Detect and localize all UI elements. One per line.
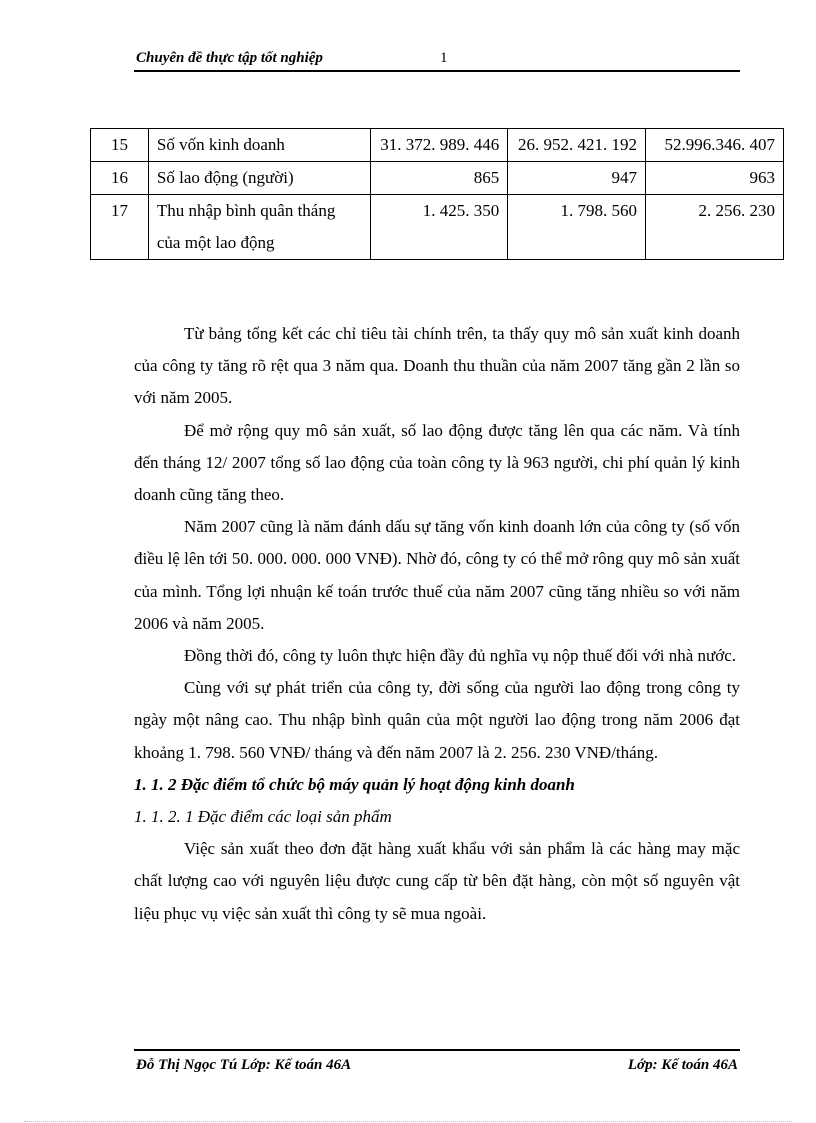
document-title: Chuyên đề thực tập tốt nghiệp: [136, 50, 323, 66]
row-index: 15: [91, 129, 149, 162]
value-cell: 1. 798. 560: [508, 195, 646, 260]
value-cell: 26. 952. 421. 192: [508, 129, 646, 162]
table-row: [91, 162, 784, 195]
row-index: 16: [91, 162, 149, 195]
paragraph: Năm 2007 cũng là năm đánh dấu sự tăng vốn kinh doanh lớn của công ty (số vốn điều lệ lên tới 50. 000. 000. 000 VNĐ). Nhờ đó, công ty có thể mở rông quy mô sản xuất của mình. Tổng lợi nhuận kế toán trước thuế của năm 2007 cũng tăng nhiều so với năm 2006 và năm 2005.: [134, 517, 740, 633]
value-cell: 52.996.346. 407: [646, 129, 784, 162]
page-number: 1: [440, 50, 448, 66]
paragraph: Để mở rộng quy mô sản xuất, số lao động được tăng lên qua các năm. Và tính đến tháng 12/ 2007 tổng số lao động của toàn công ty là 963 người, chi phí quản lý kinh doanh cũng tăng theo.: [134, 420, 740, 505]
value-cell: 963: [646, 162, 784, 195]
value-cell: 947: [508, 162, 646, 195]
page-edge-divider: [24, 1121, 792, 1122]
table-row: [91, 129, 784, 162]
section-heading: 1. 1. 2 Đặc điểm tổ chức bộ máy quản lý hoạt động kinh doanh: [134, 774, 575, 794]
subsection-heading: 1. 1. 2. 1 Đặc điểm các loại sản phẩm: [134, 807, 392, 827]
row-label: Số lao động (người): [148, 162, 370, 195]
paragraph: Đồng thời đó, công ty luôn thực hiện đầy đủ nghĩa vụ nộp thuế đối với nhà nước.: [184, 646, 737, 666]
paragraph: Việc sản xuất theo đơn đặt hàng xuất khẩu với sản phẩm là các hàng may mặc chất lượng cao với nguyên liệu được cung cấp từ bên đặt hàng, còn một số nguyên vật liệu phục vụ việc sản xuất thì công ty sẽ mua ngoài.: [134, 839, 740, 923]
page-header: [134, 48, 740, 72]
financial-table: [90, 128, 784, 260]
row-label: Thu nhập bình quân tháng của một lao động: [148, 195, 370, 260]
table-row: [91, 195, 784, 260]
paragraph: Cùng với sự phát triển của công ty, đời sống của người lao động trong công ty ngày một nâng cao. Thu nhập bình quân của một người lao động trong năm 2006 đạt khoảng 1. 798. 560 VNĐ/ tháng và đến năm 2007 là 2. 256. 230 VNĐ/tháng.: [134, 678, 740, 762]
body-text: [134, 318, 740, 930]
value-cell: 31. 372. 989. 446: [370, 129, 508, 162]
paragraph: Từ bảng tổng kết các chỉ tiêu tài chính trên, ta thấy quy mô sản xuất kinh doanh của công ty tăng rõ rệt qua 3 năm qua. Doanh thu thuần của năm 2007 tăng gần 2 lần so với năm 2005.: [134, 324, 740, 408]
value-cell: 2. 256. 230: [646, 195, 784, 260]
page-footer: [134, 1049, 740, 1073]
footer-author: Đỗ Thị Ngọc Tú Lớp: Kế toán 46A: [136, 1057, 352, 1073]
value-cell: 865: [370, 162, 508, 195]
row-index: 17: [91, 195, 149, 260]
row-label: Số vốn kinh doanh: [148, 129, 370, 162]
footer-class: Lớp: Kế toán 46A: [627, 1057, 738, 1073]
value-cell: 1. 425. 350: [370, 195, 508, 260]
